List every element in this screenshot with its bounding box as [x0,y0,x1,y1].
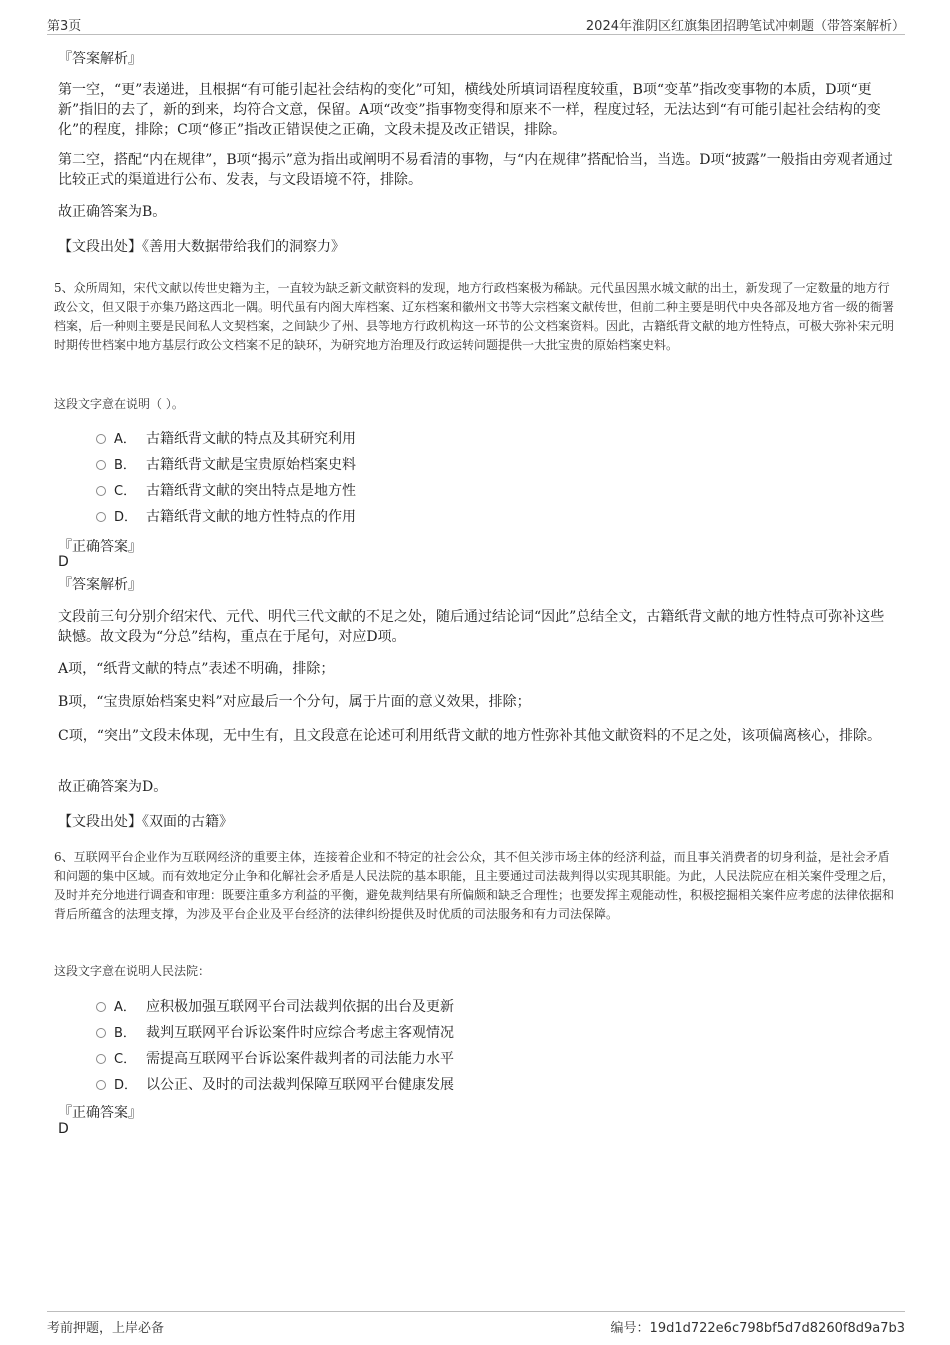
question-stem: 6、互联网平台企业作为互联网经济的重要主体，连接着企业和不特定的社会公众，其不但关涉市场主体的经济利益，而且事关消费者的切身利益，是社会矛盾和问题的集中区域。而有效地定分止争和化解社会矛盾是人民法院的基本职能，且主要通过司法裁判得以实现其职能。为此，人民法院应在相关案件受理之后，及时并充分地进行调查和审理：既要注重多方利益的平衡，避免裁判结果有所偏颇和缺乏合理性；也要发挥主观能动性，积极挖掘相关案件应考虑的法律依据和背后所蕴含的法理支撑，为涉及平台企业及平台经济的法律纠纷提供及时优质的司法服务和有力司法保障。 [54,850,895,921]
radio-icon[interactable] [96,1002,106,1012]
analysis-paragraph: 文段前三句分别介绍宋代、元代、明代三代文献的不足之处，随后通过结论词“因此”总结全文，古籍纸背文献的地方性特点可弥补这些缺憾。故文段为“分总”结构，重点在于尾句，对应D项。 [58,609,885,645]
analysis-paragraph: 第二空，搭配“内在规律”，B项“揭示”意为指出或阐明不易看清的事物，与“内在规律”搭配恰当，当选。D项“披露”一般指由旁观者通过比较正式的渠道进行公布、发表，与文段语境不符，排除。 [58,152,893,188]
page-header [47,12,905,35]
footer-slogan: 考前押题，上岸必备 [47,1321,165,1336]
radio-icon[interactable] [96,460,106,470]
analysis-conclusion: 故正确答案为D。 [58,779,168,795]
page-footer [47,1311,905,1336]
correct-answer: D [58,554,69,570]
question-prompt: 这段文字意在说明人民法院： [54,964,211,978]
radio-icon[interactable] [96,1054,106,1064]
analysis-label: 『答案解析』 [58,577,142,593]
correct-answer-label: 『正确答案』 [58,1105,142,1121]
passage-source: 【文段出处】《双面的古籍》 [58,814,233,830]
passage-source: 【文段出处】《善用大数据带给我们的洞察力》 [58,239,345,255]
radio-icon[interactable] [96,512,106,522]
analysis-paragraph: 第一空，“更”表递进，且根据“有可能引起社会结构的变化”可知，横线处所填词语程度较重，B项“变革”指改变事物的本质，D项“更新”指旧的去了，新的到来，均符合文意，保留。A项“改变”指事物变得和原来不一样，程度过轻，无法达到“有可能引起社会结构的变化”的程度，排除；C项“修正”指改正错误使之正确，文段未提及改正错误，排除。 [58,82,881,138]
analysis-paragraph: B项，“宝贵原始档案史料”对应最后一个分句，属于片面的意义效果，排除； [58,694,531,710]
analysis-paragraph: A项，“纸背文献的特点”表述不明确，排除； [58,661,335,677]
page-number: 第3页 [47,19,82,34]
question-stem: 5、众所周知，宋代文献以传世史籍为主，一直较为缺乏新文献资料的发现，地方行政档案极为稀缺。元代虽因黑水城文献的出土，新发现了一定数量的地方行政公文，但又限于亦集乃路这西北一隅。明代虽有内阁大库档案、辽东档案和徽州文书等大宗档案文献传世，但前二种主要是明代中央各部及地方省一级的衙署档案，后一种则主要是民间私人文契档案，之间缺少了州、县等地方行政机构这一环节的公文档案资料。因此，古籍纸背文献的地方性特点，可极大弥补宋元明时期传世档案中地方基层行政公文档案不足的缺环，为研究地方治理及行政运转问题提供一大批宝贵的原始档案史料。 [54,281,895,352]
radio-icon[interactable] [96,486,106,496]
radio-icon[interactable] [96,434,106,444]
correct-answer-label: 『正确答案』 [58,539,142,555]
document-title: 2024年淮阴区红旗集团招聘笔试冲刺题（带答案解析） [585,19,905,34]
correct-answer: D [58,1121,69,1137]
document-code: 编号：19d1d722e6c798bf5d7d8260f8d9a7b3 [610,1321,905,1336]
analysis-label: 『答案解析』 [58,51,142,67]
analysis-paragraph: C项，“突出”文段未体现，无中生有，且文段意在论述可利用纸背文献的地方性弥补其他文献资料的不足之处，该项偏离核心，排除。 [58,728,882,744]
analysis-conclusion: 故正确答案为B。 [58,204,167,220]
question-prompt: 这段文字意在说明（ ）。 [54,397,184,411]
radio-icon[interactable] [96,1028,106,1038]
radio-icon[interactable] [96,1080,106,1090]
